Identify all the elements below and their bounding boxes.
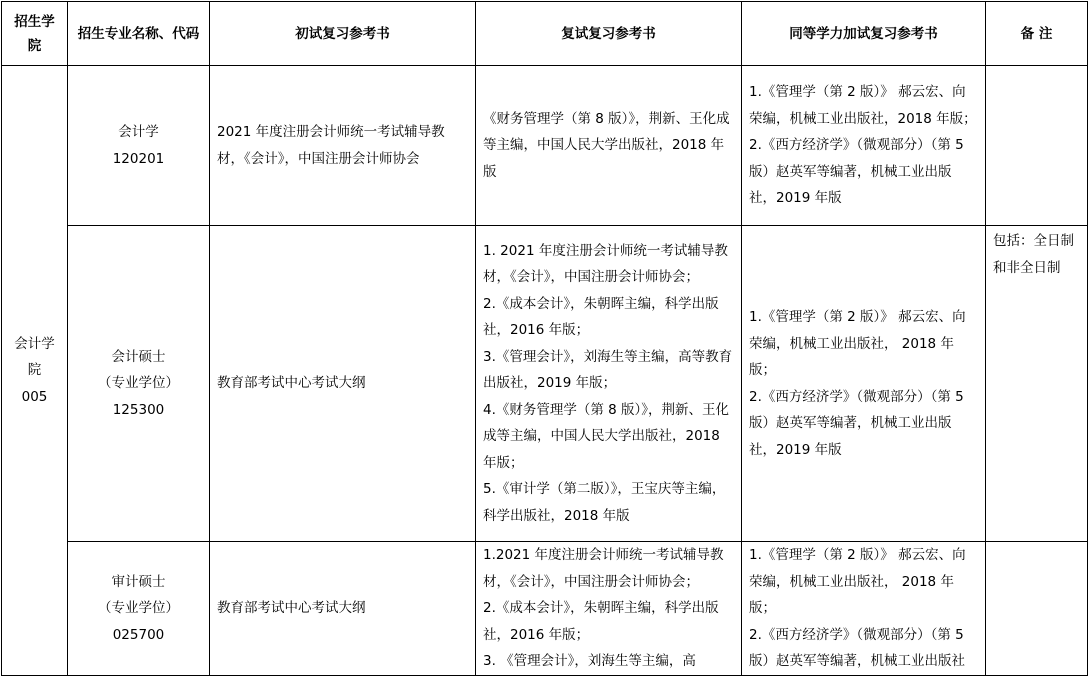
equivalent-cell	[742, 542, 986, 676]
major-cell	[68, 66, 210, 226]
retest-item: 3.《管理会计》，刘海生等主编，高等教育出版社，2019 年版；	[483, 348, 733, 392]
major-type: （专业学位）	[98, 375, 179, 392]
major-name: 审计硕士	[111, 573, 166, 590]
retest-item: 3. 《管理会计》，刘海生等主编，高	[483, 653, 696, 669]
retest-cell	[476, 66, 742, 226]
header-notes: 备 注	[986, 2, 1088, 66]
equivalent-item: 2.《西方经济学》（微观部分）（第 5 版）赵英军等编著，机械工业出版社，2019 年版	[749, 388, 964, 458]
retest-item: 《财务管理学（第 8 版）》，荆新、王化成等主编，中国人民大学出版社，2018 年版	[483, 110, 730, 180]
table-row	[2, 226, 1088, 542]
major-code: 120201	[112, 150, 165, 167]
college-code: 005	[21, 388, 48, 405]
major-code: 025700	[112, 626, 165, 643]
table-row	[2, 66, 1088, 226]
equivalent-item: 1.《管理学（第 2 版）》 郝云宏、向荣编，机械工业出版社， 2018 年版；	[749, 547, 966, 616]
retest-item: 4.《财务管理学（第 8 版）》，荆新、王化成等主编，中国人民大学出版社，2018 年版；	[483, 401, 730, 471]
header-college: 招生学院	[2, 2, 68, 66]
major-cell	[68, 226, 210, 542]
equivalent-item: 1.《管理学（第 2 版）》 郝云宏、向荣编，机械工业出版社，2018 年版；	[749, 84, 977, 127]
notes-cell	[986, 542, 1088, 676]
major-cell	[68, 542, 210, 676]
college-cell	[2, 66, 68, 676]
header-major: 招生专业名称、代码	[68, 2, 210, 66]
initial-cell: 教育部考试中心考试大纲	[210, 542, 476, 676]
major-name: 会计学	[118, 124, 159, 140]
equivalent-cell	[742, 66, 986, 226]
notes-cell: 包括：全日制和非全日制	[986, 226, 1088, 542]
retest-item: 2.《成本会计》，朱朝晖主编，科学出版社，2016 年版；	[483, 600, 719, 643]
table-row	[2, 542, 1088, 676]
header-row	[2, 2, 1088, 66]
retest-item: 1. 2021 年度注册会计师统一考试辅导教材，《会计》，中国注册会计师协会；	[483, 242, 728, 286]
reference-books-table	[1, 1, 1088, 676]
retest-item: 1.2021 年度注册会计师统一考试辅导教材，《会计》，中国注册会计师协会；	[483, 547, 724, 590]
equivalent-item: 1.《管理学（第 2 版）》 郝云宏、向荣编，机械工业出版社， 2018 年版；	[749, 309, 966, 378]
major-code: 125300	[112, 401, 165, 418]
header-equivalent: 同等学力加试复习参考书	[742, 2, 986, 66]
retest-cell	[476, 542, 742, 676]
retest-item: 2.《成本会计》，朱朝晖主编，科学出版社，2016 年版；	[483, 295, 719, 339]
equivalent-cell	[742, 226, 986, 542]
major-name: 会计硕士	[111, 348, 166, 365]
notes-cell	[986, 66, 1088, 226]
equivalent-item: 2.《西方经济学》（微观部分）（第 5 版）赵英军等编著，机械工业出版社	[749, 626, 965, 669]
equivalent-item: 2.《西方经济学》（微观部分）（第 5 版）赵英军等编著，机械工业出版社，2019 年版	[749, 137, 964, 207]
initial-cell: 2021 年度注册会计师统一考试辅导教材，《会计》，中国注册会计师协会	[210, 66, 476, 226]
header-retest: 复试复习参考书	[476, 2, 742, 66]
initial-cell: 教育部考试中心考试大纲	[210, 226, 476, 542]
retest-item: 5.《审计学（第二版）》，王宝庆等主编，科学出版社，2018 年版	[483, 481, 726, 524]
retest-cell	[476, 226, 742, 542]
college-name: 会计学院	[14, 335, 55, 379]
major-type: （专业学位）	[98, 600, 179, 617]
header-initial: 初试复习参考书	[210, 2, 476, 66]
